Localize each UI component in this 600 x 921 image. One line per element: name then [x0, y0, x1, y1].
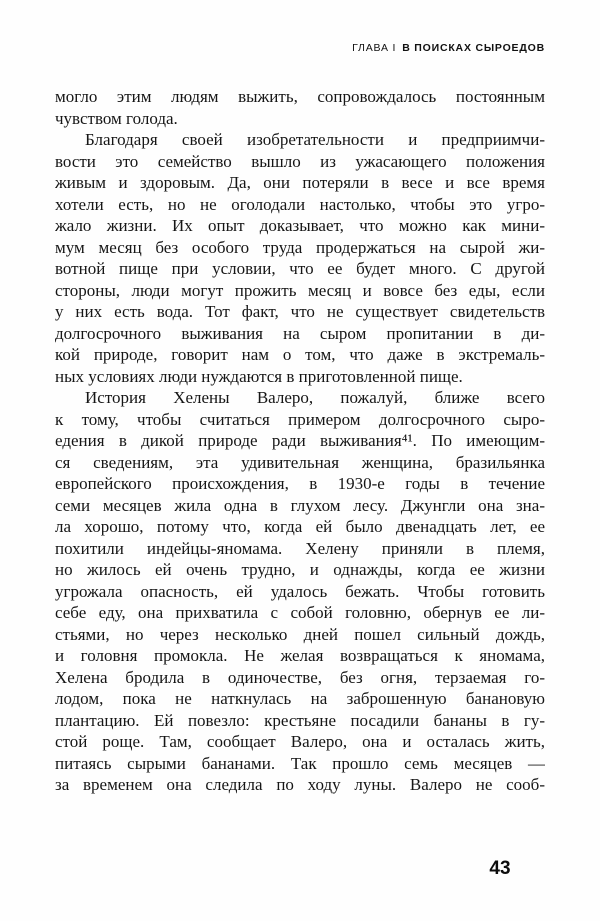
text-line: стьями, но через несколько дней пошел сильный дождь,	[55, 624, 545, 644]
text-line: себе еду, она прихватила с собой головню, обернув ее ли-	[55, 603, 545, 622]
text-line: живым и здоровым. Да, они потеряли в весе и все время	[55, 173, 545, 192]
text-line: питаясь сырыми бананами. Так прошло семь месяцев —	[55, 753, 545, 773]
chapter-label: ГЛАВА I	[352, 42, 397, 54]
text-line: стой роще. Там, сообщает Валеро, она и осталась жить,	[55, 732, 545, 751]
text-line: жало жизни. Их опыт доказывает, что можно как мини-	[55, 216, 545, 235]
text-line: семи месяцев жила одна в глухом лесу. Джунгли она зна-	[55, 495, 545, 515]
text-line: История Хелены Валеро, пожалуй, ближе всего	[85, 388, 545, 407]
text-line: Хелена бродила в одиночестве, без огня, терзаемая го-	[55, 667, 545, 687]
text-line: ла хорошо, потому что, когда ей было двенадцать лет, ее	[55, 517, 545, 536]
text-line: угрожала опасность, ей удалось бежать. Чтобы готовить	[55, 581, 545, 601]
text-line: кой природе, говорит нам о том, что даже в экстремаль-	[55, 345, 545, 364]
text-line: и головня промокла. Не желая возвращаться к яномама,	[55, 646, 545, 665]
text-line: лодом, пока не наткнулась на заброшенную банановую	[55, 689, 545, 708]
text-line: ся сведениям, эта удивительная женщина, бразильянка	[55, 452, 545, 472]
text-line: едения в дикой природе ради выживания⁴¹. По имеющим-	[55, 431, 545, 450]
text-line: хотели есть, но не оголодали настолько, чтобы это угро-	[55, 194, 545, 214]
text-line: вотной пище при условии, что ее будет много. С другой	[55, 259, 545, 278]
text-line: похитили индейцы-яномама. Хелену приняли в племя,	[55, 538, 545, 558]
page-number: 43	[489, 858, 511, 879]
text-line: плантацию. Ей повезло: крестьяне посадили бананы в гу-	[55, 710, 545, 730]
text-line: вости это семейство вышло из ужасающего положения	[55, 151, 545, 171]
text-line: стороны, люди могут прожить месяц и вовсе без еды, если	[55, 280, 545, 300]
text-line: ных условиях люди нуждаются в приготовленной пище.	[55, 366, 463, 386]
text-line: европейского происхождения, в 1930-е годы в течение	[55, 474, 545, 493]
text-line: но жилось ей очень трудно, и однажды, когда ее жизни	[55, 560, 545, 579]
text-line: долгосрочного выживания на сыром пропитании в ди-	[55, 323, 545, 343]
text-line: могло этим людям выжить, сопровождалось постоянным	[55, 87, 545, 106]
running-head	[352, 42, 545, 54]
body-text	[55, 86, 545, 796]
chapter-title: В ПОИСКАХ СЫРОЕДОВ	[402, 42, 545, 54]
text-line: чувством голода.	[55, 108, 178, 128]
text-line: за временем она следила по ходу луны. Валеро не сооб-	[55, 775, 545, 794]
text-line: к тому, чтобы считаться примером долгосрочного сыро-	[55, 409, 545, 429]
text-line: у них есть вода. Тот факт, что не существует свидетельств	[55, 302, 545, 321]
text-line: Благодаря своей изобретательности и предприимчи-	[85, 130, 545, 149]
text-line: мум месяц без особого труда продержаться на сырой жи-	[55, 237, 545, 257]
